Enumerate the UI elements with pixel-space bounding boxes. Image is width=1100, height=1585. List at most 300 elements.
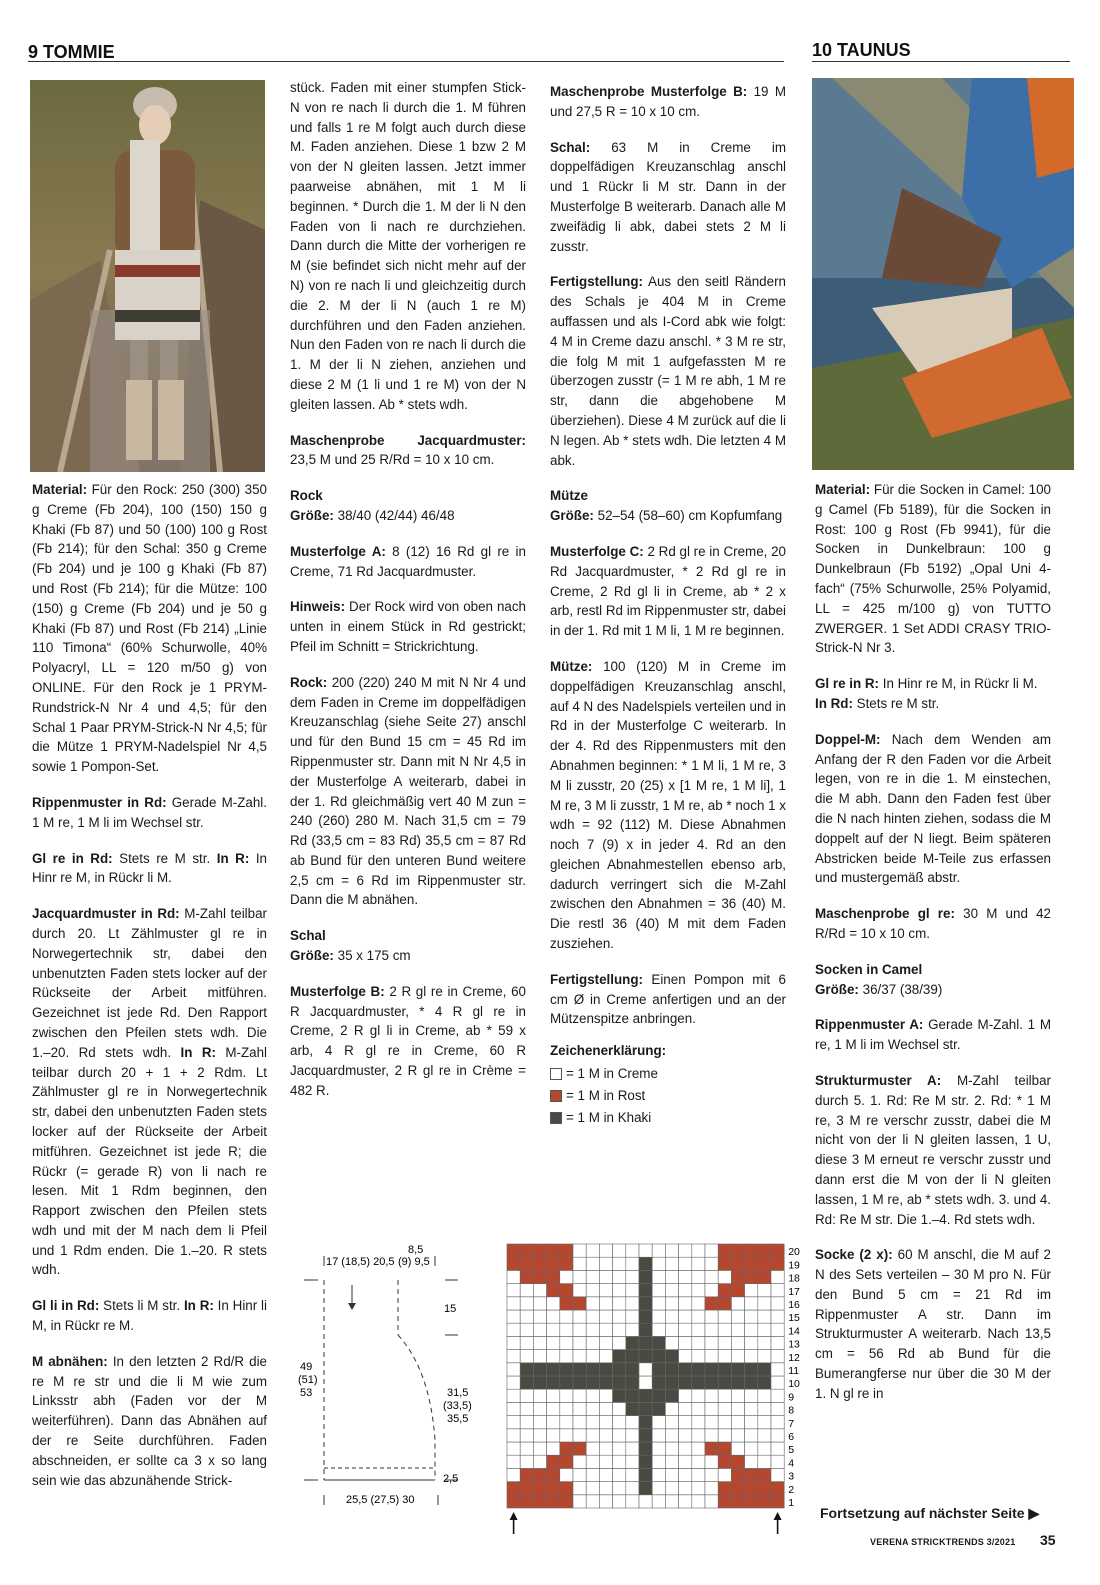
chart-cell <box>705 1429 718 1442</box>
chart-cell <box>665 1310 678 1323</box>
page-number: 35 <box>1040 1532 1056 1548</box>
chart-cell <box>507 1310 520 1323</box>
chart-cell <box>507 1429 520 1442</box>
section-title-tommie: 9 TOMMIE <box>28 42 115 62</box>
chart-cell <box>771 1468 784 1481</box>
chart-cell <box>679 1495 692 1508</box>
chart-cell <box>560 1257 573 1270</box>
chart-cell <box>665 1376 678 1389</box>
chart-cell <box>560 1455 573 1468</box>
chart-cell <box>586 1336 599 1349</box>
chart-cell <box>652 1363 665 1376</box>
chart-cell <box>745 1442 758 1455</box>
chart-cell <box>705 1363 718 1376</box>
chart-cell <box>520 1310 533 1323</box>
chart-cell <box>771 1495 784 1508</box>
magazine-name: VERENA STRICKTRENDS 3/2021 <box>870 1537 1016 1547</box>
chart-cell <box>692 1323 705 1336</box>
chart-cell <box>679 1402 692 1415</box>
chart-cell <box>520 1363 533 1376</box>
chart-cell <box>745 1350 758 1363</box>
chart-cell <box>626 1297 639 1310</box>
chart-cell <box>573 1376 586 1389</box>
chart-cell <box>679 1429 692 1442</box>
chart-cell <box>560 1429 573 1442</box>
chart-cell <box>560 1482 573 1495</box>
chart-cell <box>705 1297 718 1310</box>
muetze-instructions: Mütze: 100 (120) M in Creme im doppelfädigen Kreuzanschlag anschl, auf 4 N des Nadelspiels verteilen und in Rd in der Musterfolge C weiterarb. In der 4. Rd des Rippenmusters mit den Abnahmen beginnen: * 1 M li, 1 M re, 3 M li zusstr, 20 (25) x [1 M re, 1 M li], 1 M re, 3 M li zusstr, 1 M re, ab * noch 1 x wdh = 92 (112) M. Diese Abnahmen noch 7 (9) x in jeder 4. Rd an den gleichen Abnahmestellen ebenso arb, dadurch verringert sich die M-Zahl zwischen den Abnahmen = 36 (40) M. Die restl 36 (40) M mit dem Faden zusziehen. <box>550 658 786 952</box>
chart-cell <box>626 1270 639 1283</box>
chart-cell <box>586 1363 599 1376</box>
chart-cell <box>731 1389 744 1402</box>
chart-cell <box>639 1310 652 1323</box>
chart-cell <box>520 1284 533 1297</box>
chart-cell <box>626 1310 639 1323</box>
schematic-label: 15 <box>444 1303 457 1315</box>
chart-cell <box>547 1442 560 1455</box>
row-number: 2 <box>788 1483 795 1496</box>
chart-cell <box>665 1363 678 1376</box>
chart-cell <box>718 1323 731 1336</box>
repeat-arrow-head <box>774 1512 782 1520</box>
row-number: 20 <box>788 1246 800 1259</box>
chart-cell <box>560 1270 573 1283</box>
chart-cell <box>573 1495 586 1508</box>
schematic-label: 49 <box>300 1361 313 1373</box>
chart-cell <box>520 1323 533 1336</box>
chart-cell <box>586 1429 599 1442</box>
chart-cell <box>652 1244 665 1257</box>
chart-cell <box>586 1284 599 1297</box>
chart-cell <box>639 1270 652 1283</box>
chart-cell <box>613 1270 626 1283</box>
row-number: 3 <box>788 1470 795 1483</box>
chart-cell <box>718 1455 731 1468</box>
chart-cell <box>679 1416 692 1429</box>
socken-camel-section: Socken in Camel Größe: 36/37 (38/39) <box>815 961 943 997</box>
chart-cell <box>745 1455 758 1468</box>
chart-cell <box>679 1270 692 1283</box>
chart-cell <box>533 1244 546 1257</box>
chart-cell <box>692 1284 705 1297</box>
chart-cell <box>679 1284 692 1297</box>
chart-cell <box>758 1482 771 1495</box>
chart-cell <box>626 1363 639 1376</box>
chart-cell <box>507 1323 520 1336</box>
chart-cell <box>652 1402 665 1415</box>
muetze-section: Mütze Größe: 52–54 (58–60) cm Kopfumfang <box>550 488 783 524</box>
chart-cell <box>586 1442 599 1455</box>
chart-cell <box>613 1455 626 1468</box>
chart-cell <box>560 1244 573 1257</box>
chart-cell <box>745 1468 758 1481</box>
chart-cell <box>560 1442 573 1455</box>
chart-cell <box>758 1244 771 1257</box>
chart-cell <box>520 1468 533 1481</box>
chart-cell <box>758 1336 771 1349</box>
chart-cell <box>533 1270 546 1283</box>
chart-cell <box>745 1257 758 1270</box>
chart-cell <box>560 1416 573 1429</box>
chart-cell <box>679 1363 692 1376</box>
chart-cell <box>533 1455 546 1468</box>
chart-cell <box>547 1310 560 1323</box>
chart-cell <box>665 1429 678 1442</box>
fertigstellung-muetze: Fertigstellung: Einen Pompon mit 6 cm Ø in Creme anfertigen und an der Mützenspitze anbringen. <box>550 971 786 1027</box>
chart-cell <box>560 1376 573 1389</box>
chart-cell <box>599 1495 612 1508</box>
chart-cell <box>665 1468 678 1481</box>
chart-cell <box>758 1429 771 1442</box>
maschenprobe-gl-re: Maschenprobe gl re: 30 M und 42 R/Rd = 10 x 10 cm. <box>815 906 1051 941</box>
chart-cell <box>665 1297 678 1310</box>
chart-cell <box>665 1455 678 1468</box>
chart-cell <box>533 1350 546 1363</box>
chart-cell <box>665 1495 678 1508</box>
chart-cell <box>613 1495 626 1508</box>
chart-cell <box>586 1455 599 1468</box>
chart-cell <box>586 1416 599 1429</box>
chart-cell <box>533 1336 546 1349</box>
chart-cell <box>547 1350 560 1363</box>
chart-cell <box>771 1297 784 1310</box>
chart-cell <box>520 1244 533 1257</box>
chart-cell <box>613 1389 626 1402</box>
chart-cell <box>533 1442 546 1455</box>
chart-cell <box>639 1389 652 1402</box>
material-tommie: Material: Für den Rock: 250 (300) 350 g Creme (Fb 204), 100 (150) 150 g Khaki (Fb 87) und 50 (100) 100 g Rost (Fb 214); für den Schal: 350 g Creme (Fb 204) und je 100 g Khaki (Fb 87) und Rost (Fb 214); für die Mütze: 100 (150) g Creme (Fb 204) und je 50 g Khaki (Fb 87) und Rost (Fb 214) „Linie 110 Timona“ (60% Schurwolle, 40% Polyacryl, LL = 120 m/50 g) von ONLINE. Für den Rock je 1 PRYM-Rundstrick-N Nr 4 und 4,5; für den Schal 1 Paar PRYM-Strick-N Nr 4,5; für die Mütze 1 PRYM-Nadelspiel Nr 4,5 sowie 1 Pompon-Set. <box>32 482 267 775</box>
chart-cell <box>573 1402 586 1415</box>
chart-cell <box>718 1244 731 1257</box>
chart-cell <box>665 1323 678 1336</box>
chart-cell <box>692 1363 705 1376</box>
chart-cell <box>705 1402 718 1415</box>
chart-cell <box>758 1310 771 1323</box>
chart-cell <box>547 1495 560 1508</box>
row-number: 6 <box>788 1431 795 1443</box>
chart-cell <box>692 1495 705 1508</box>
chart-cell <box>639 1495 652 1508</box>
chart-cell <box>652 1336 665 1349</box>
chart-cell <box>547 1297 560 1310</box>
chart-cell <box>731 1257 744 1270</box>
chart-cell <box>626 1455 639 1468</box>
chart-cell <box>599 1482 612 1495</box>
chart-cell <box>599 1297 612 1310</box>
chart-cell <box>758 1257 771 1270</box>
row-number: 18 <box>788 1272 800 1285</box>
chart-cell <box>718 1297 731 1310</box>
chart-cell <box>745 1310 758 1323</box>
chart-cell <box>520 1336 533 1349</box>
row-number: 19 <box>788 1259 800 1272</box>
chart-cell <box>758 1416 771 1429</box>
chart-cell <box>718 1442 731 1455</box>
jacquard-chart <box>505 1240 805 1540</box>
chart-cell <box>652 1468 665 1481</box>
chart-cell <box>771 1363 784 1376</box>
chart-cell <box>652 1389 665 1402</box>
chart-cell <box>560 1336 573 1349</box>
chart-cell <box>613 1257 626 1270</box>
chart-cell <box>692 1468 705 1481</box>
legend-title: Zeichenerklärung: <box>550 1043 667 1059</box>
column-3 <box>550 82 786 1129</box>
chart-cell <box>652 1297 665 1310</box>
schematic-label: (51) <box>298 1374 318 1386</box>
chart-cell <box>626 1429 639 1442</box>
musterfolge-c: Musterfolge C: 2 Rd gl re in Creme, 20 Rd Jacquardmuster, * 2 Rd gl re in Creme, 2 Rd gl li in Creme, ab * 2 x arb, restl Rd im Rippenmuster str, dabei in der 1. Rd mit 1 M li, 1 M re beginnen. <box>550 543 786 639</box>
chart-cell <box>613 1429 626 1442</box>
chart-cell <box>771 1244 784 1257</box>
chart-cell <box>639 1323 652 1336</box>
chart-cell <box>705 1442 718 1455</box>
chart-cell <box>626 1323 639 1336</box>
chart-cell <box>547 1416 560 1429</box>
chart-cell <box>718 1350 731 1363</box>
chart-cell <box>665 1442 678 1455</box>
chart-cell <box>652 1416 665 1429</box>
musterfolge-b: Musterfolge B: 2 R gl re in Creme, 60 R Jacquardmuster, * 4 R gl re in Creme, 2 R gl li in Creme, ab * 59 x arb, 4 R gl re in Creme, 60 R Jacquardmuster, 2 R gl re in Crème = 482 R. <box>290 983 526 1098</box>
chart-cell <box>639 1350 652 1363</box>
chart-cell <box>639 1244 652 1257</box>
chart-cell <box>639 1429 652 1442</box>
chart-cell <box>533 1257 546 1270</box>
chart-cell <box>520 1402 533 1415</box>
chart-cell <box>547 1402 560 1415</box>
chart-cell <box>586 1310 599 1323</box>
chart-cell <box>679 1336 692 1349</box>
chart-cell <box>547 1270 560 1283</box>
chart-cell <box>586 1257 599 1270</box>
chart-cell <box>599 1376 612 1389</box>
chart-cell <box>626 1442 639 1455</box>
chart-cell <box>718 1482 731 1495</box>
chart-cell <box>679 1376 692 1389</box>
chart-cell <box>718 1495 731 1508</box>
chart-cell <box>547 1323 560 1336</box>
chart-cell <box>679 1244 692 1257</box>
chart-cell <box>758 1323 771 1336</box>
chart-cell <box>705 1310 718 1323</box>
chart-cell <box>626 1495 639 1508</box>
chart-cell <box>547 1336 560 1349</box>
row-number: 7 <box>788 1417 795 1430</box>
legend <box>550 1041 786 1129</box>
chart-cell <box>520 1442 533 1455</box>
chart-cell <box>599 1402 612 1415</box>
chart-cell <box>547 1468 560 1481</box>
chart-cell <box>507 1257 520 1270</box>
chart-cell <box>771 1389 784 1402</box>
chart-cell <box>771 1270 784 1283</box>
chart-cell <box>745 1336 758 1349</box>
schal-section: Schal Größe: 35 x 175 cm <box>290 928 411 964</box>
chart-cell <box>613 1482 626 1495</box>
chart-cell <box>533 1416 546 1429</box>
rock-section: Rock Größe: 38/40 (42/44) 46/48 <box>290 488 455 523</box>
row-number: 14 <box>788 1325 800 1338</box>
chart-cell <box>599 1257 612 1270</box>
chart-cell <box>665 1482 678 1495</box>
chart-cell <box>613 1323 626 1336</box>
schematic-label: (9) 9,5 <box>398 1256 430 1268</box>
fertigstellung-schal: Fertigstellung: Aus den seitl Rändern des Schals je 404 M in Creme auffassen und als I-Cord abk wie folgt: 4 M in Creme dazu anschl. * 3 M re str, die folg M mit 1 aufgefassten M re überzogen zusstr (= 1 M re abh, 1 M re str, dann die abgehobene M überziehen). Diese 4 M zurück auf die li N legen. Ab * stets wdh. Die letzten 4 M abk. <box>550 274 786 468</box>
chart-cell <box>520 1416 533 1429</box>
chart-cell <box>652 1482 665 1495</box>
chart-cell <box>533 1468 546 1481</box>
chart-cell <box>652 1495 665 1508</box>
chart-cell <box>745 1416 758 1429</box>
m-abnaehen: M abnähen: In den letzten 2 Rd/R die re M re str und die li M wie zum Linksstr abh (Faden vor der M weiterführen). Dann das Abnähen auf der re Seite durchführen. Faden abschneiden, er sollte ca 3 x so lang sein wie das abzunähende Strick- <box>32 1353 267 1488</box>
chart-cell <box>599 1310 612 1323</box>
chart-cell <box>692 1482 705 1495</box>
chart-cell <box>533 1376 546 1389</box>
chart-cell <box>599 1468 612 1481</box>
schematic-label: 25,5 (27,5) 30 <box>346 1494 415 1506</box>
chart-cell <box>639 1336 652 1349</box>
chart-cell <box>758 1402 771 1415</box>
chart-cell <box>745 1376 758 1389</box>
chart-cell <box>692 1429 705 1442</box>
chart-cell <box>639 1455 652 1468</box>
chart-cell <box>745 1402 758 1415</box>
chart-cell <box>771 1284 784 1297</box>
rippenmuster: Rippenmuster in Rd: Gerade M-Zahl. 1 M re, 1 M li im Wechsel str. <box>32 794 267 830</box>
row-number: 15 <box>788 1312 800 1325</box>
chart-cell <box>599 1244 612 1257</box>
chart-cell <box>613 1297 626 1310</box>
chart-cell <box>665 1257 678 1270</box>
chart-cell <box>560 1402 573 1415</box>
chart-cell <box>613 1468 626 1481</box>
chart-cell <box>771 1323 784 1336</box>
gl-re-in-r: Gl re in R: In Hinr re M, in Rückr li M. In Rd: Stets re M str. <box>815 676 1038 711</box>
chart-cell <box>731 1468 744 1481</box>
chart-cell <box>573 1336 586 1349</box>
chart-cell <box>745 1389 758 1402</box>
chart-cell <box>586 1323 599 1336</box>
column-4 <box>815 480 1051 1420</box>
chart-cell <box>599 1429 612 1442</box>
chart-cell <box>547 1284 560 1297</box>
chart-cell <box>533 1284 546 1297</box>
chart-cell <box>639 1297 652 1310</box>
chart-cell <box>573 1468 586 1481</box>
socke-instructions: Socke (2 x): 60 M anschl, die M auf 2 N des Sets verteilen – 30 M pro N. Für den Bund 5 cm = 21 Rd im Rippenmuster A str. Dann im Strukturmuster A weiterarb. Nach 13,5 cm = 56 Rd ab Bund für die Bumerangferse nur über die 30 M der 1. N gl re in <box>815 1247 1052 1401</box>
chart-cell <box>599 1442 612 1455</box>
chart-cell <box>758 1284 771 1297</box>
chart-cell <box>533 1402 546 1415</box>
chart-cell <box>573 1442 586 1455</box>
chart-cell <box>520 1376 533 1389</box>
chart-cell <box>665 1416 678 1429</box>
chart-cell <box>533 1482 546 1495</box>
chart-cell <box>599 1323 612 1336</box>
chart-cell <box>520 1495 533 1508</box>
chart-cell <box>705 1468 718 1481</box>
chart-cell <box>573 1244 586 1257</box>
chart-cell <box>652 1455 665 1468</box>
chart-cell <box>626 1468 639 1481</box>
chart-cell <box>771 1455 784 1468</box>
chart-cell <box>652 1350 665 1363</box>
chart-cell <box>507 1455 520 1468</box>
chart-cell <box>652 1270 665 1283</box>
chart-cell <box>547 1455 560 1468</box>
chart-cell <box>547 1429 560 1442</box>
chart-cell <box>599 1363 612 1376</box>
chart-cell <box>758 1376 771 1389</box>
chart-cell <box>613 1363 626 1376</box>
photo-tommie <box>30 80 265 472</box>
chart-cell <box>771 1376 784 1389</box>
chart-cell <box>639 1468 652 1481</box>
row-number: 9 <box>788 1391 795 1404</box>
chart-cell <box>652 1284 665 1297</box>
chart-cell <box>573 1350 586 1363</box>
chart-cell <box>507 1442 520 1455</box>
chart-cell <box>731 1350 744 1363</box>
row-number: 16 <box>788 1299 800 1311</box>
chart-cell <box>665 1284 678 1297</box>
chart-cell <box>639 1482 652 1495</box>
chart-cell <box>520 1482 533 1495</box>
chart-cell <box>692 1336 705 1349</box>
chart-cell <box>626 1284 639 1297</box>
row-number: 10 <box>788 1378 800 1391</box>
chart-cell <box>639 1284 652 1297</box>
chart-cell <box>665 1244 678 1257</box>
chart-cell <box>731 1442 744 1455</box>
chart-cell <box>718 1270 731 1283</box>
chart-cell <box>731 1376 744 1389</box>
row-number: 13 <box>788 1338 800 1351</box>
chart-cell <box>731 1323 744 1336</box>
chart-cell <box>705 1495 718 1508</box>
chart-cell <box>731 1482 744 1495</box>
chart-cell <box>718 1310 731 1323</box>
chart-cell <box>705 1336 718 1349</box>
chart-cell <box>507 1244 520 1257</box>
chart-cell <box>758 1350 771 1363</box>
chart-cell <box>718 1336 731 1349</box>
chart-cell <box>745 1363 758 1376</box>
chart-cell <box>586 1350 599 1363</box>
chart-cell <box>613 1442 626 1455</box>
chart-cell <box>692 1402 705 1415</box>
chart-cell <box>520 1350 533 1363</box>
chart-cell <box>520 1389 533 1402</box>
chart-cell <box>745 1495 758 1508</box>
chart-cell <box>665 1270 678 1283</box>
chart-cell <box>547 1257 560 1270</box>
chart-cell <box>626 1244 639 1257</box>
chart-cell <box>731 1297 744 1310</box>
chart-cell <box>731 1310 744 1323</box>
chart-cell <box>507 1468 520 1481</box>
header-rule <box>28 61 784 62</box>
chart-cell <box>613 1376 626 1389</box>
chart-cell <box>547 1363 560 1376</box>
row-number: 5 <box>788 1444 795 1457</box>
chart-cell <box>652 1442 665 1455</box>
chart-cell <box>718 1257 731 1270</box>
chart-cell <box>758 1389 771 1402</box>
chart-cell <box>573 1363 586 1376</box>
chart-cell <box>573 1323 586 1336</box>
chart-cell <box>507 1270 520 1283</box>
